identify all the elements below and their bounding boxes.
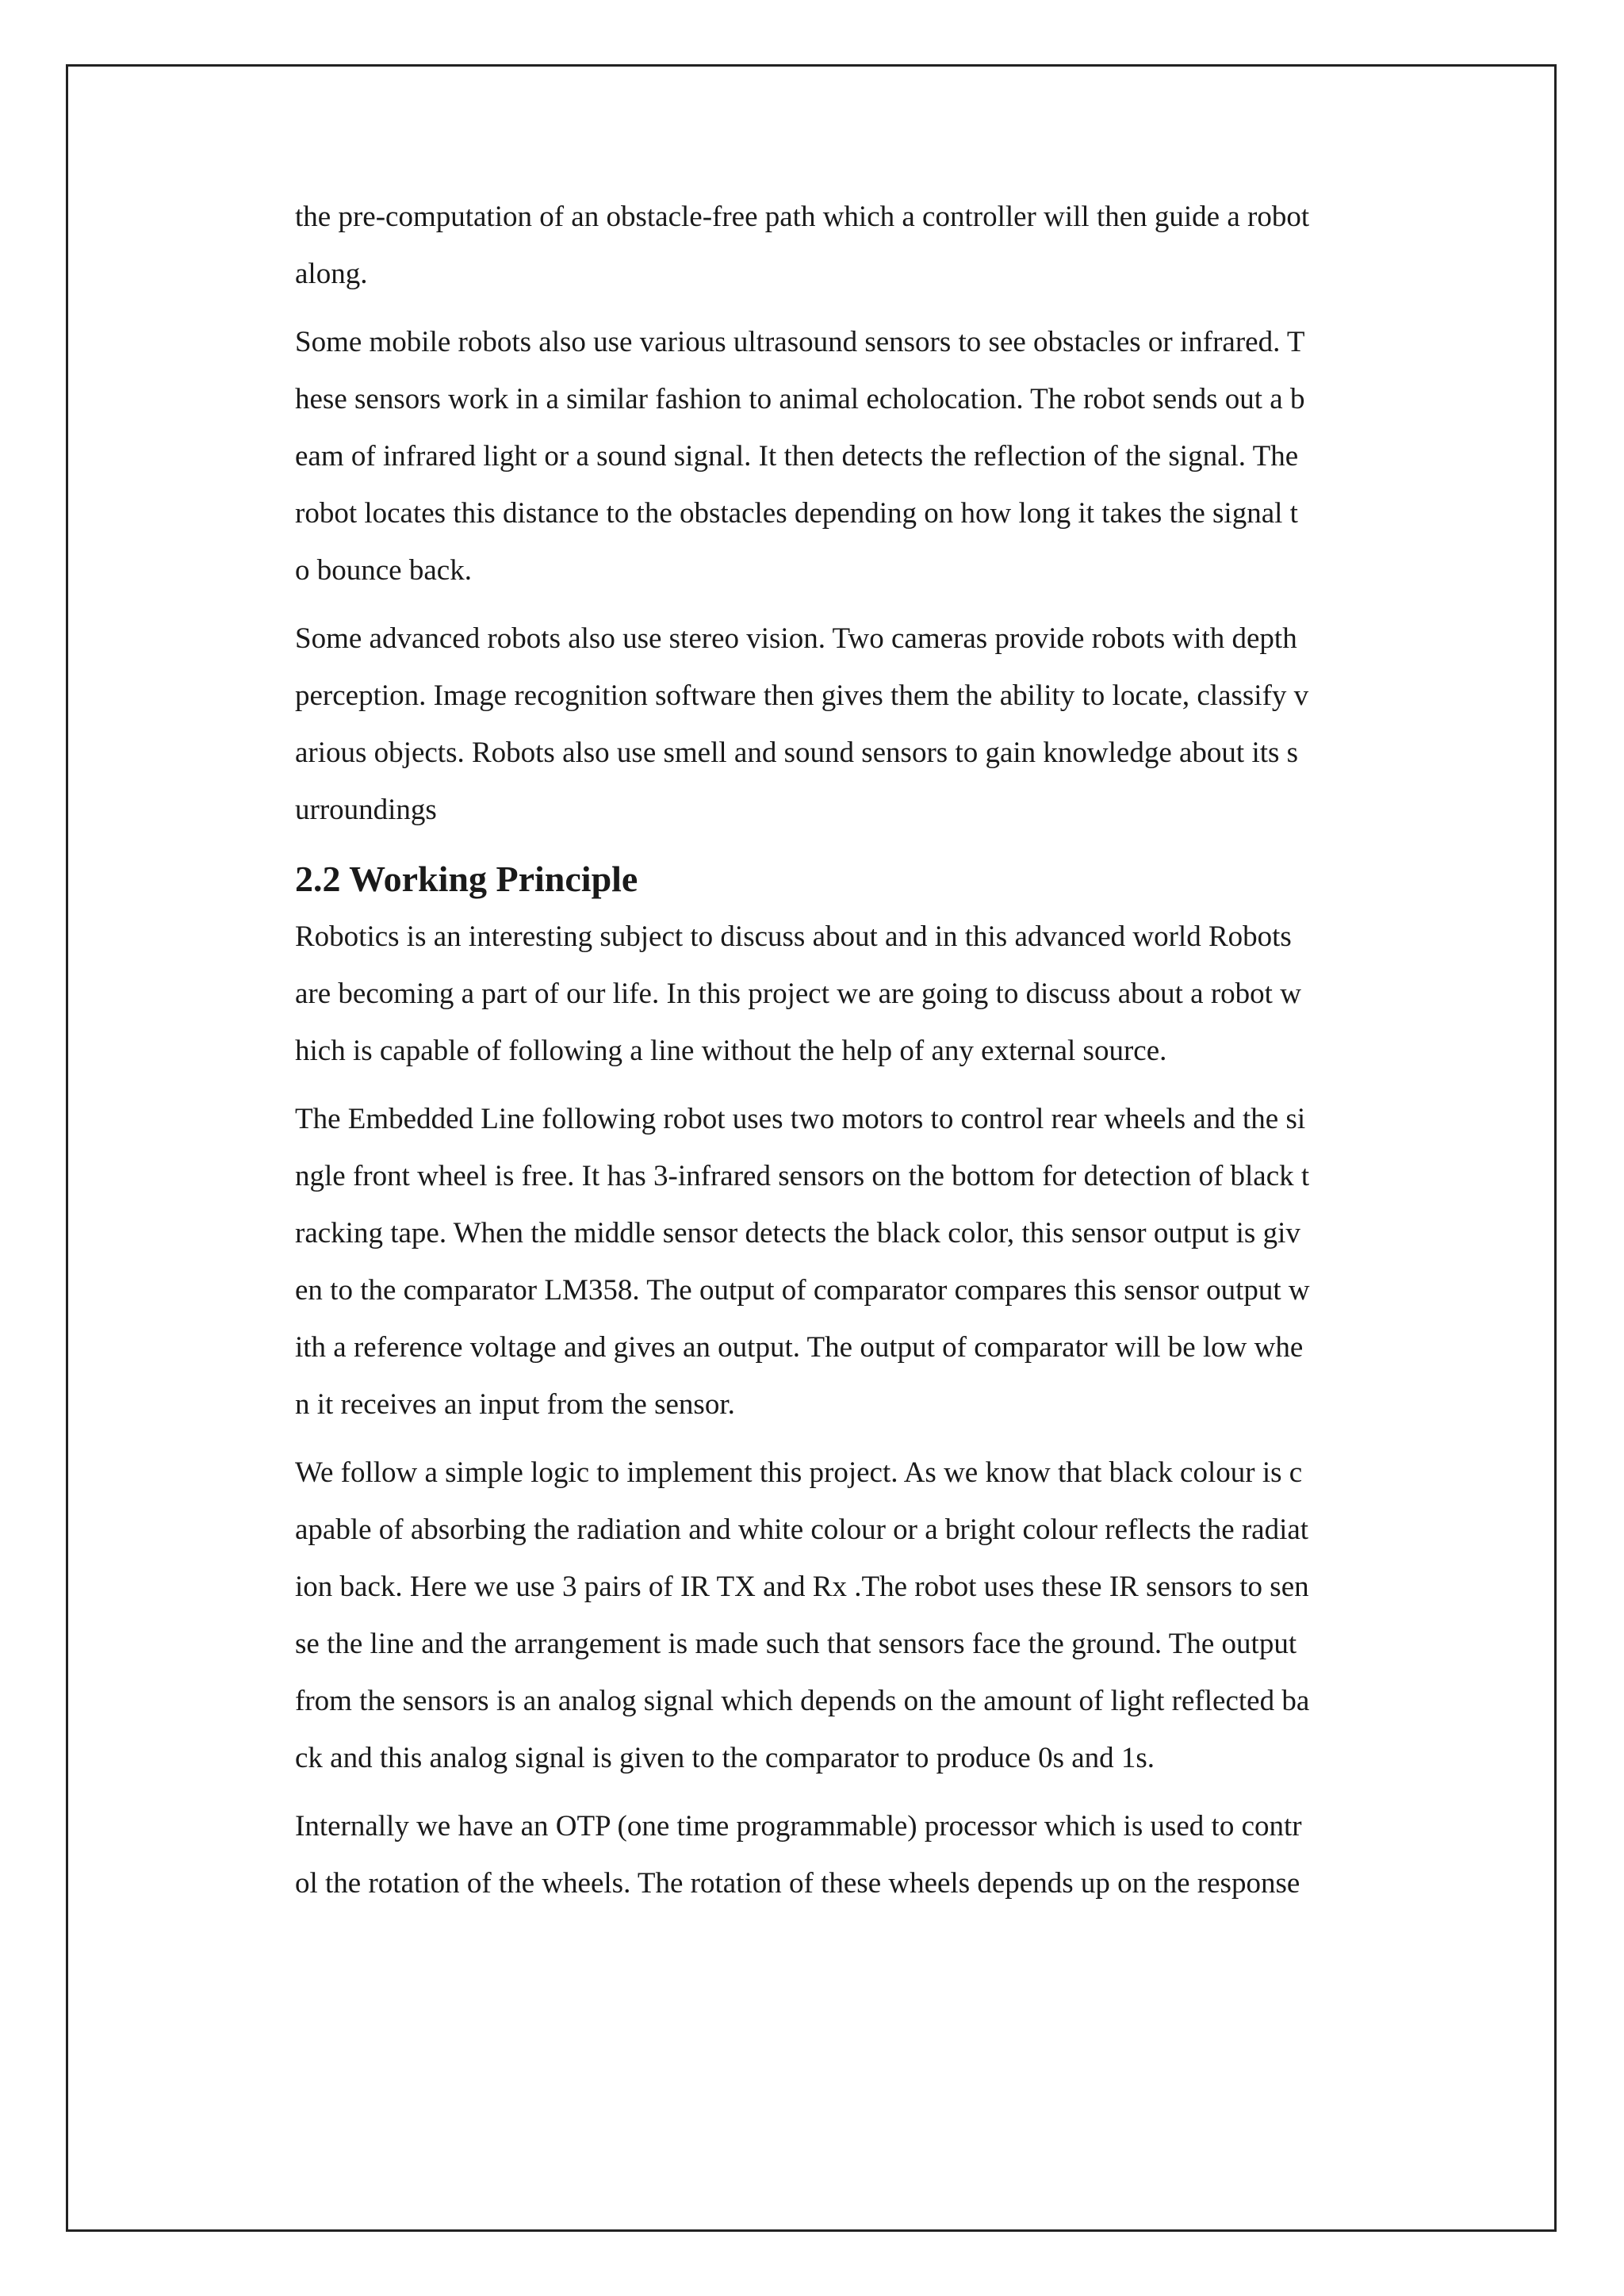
section-heading: 2.2 Working Principle	[295, 859, 638, 899]
text-line: Some mobile robots also use various ultrasound sensors to see obstacles or infrared. T	[295, 326, 1305, 358]
text-line: ol the rotation of the wheels. The rotation of these wheels depends up on the response	[295, 1867, 1300, 1900]
text-line: ck and this analog signal is given to the comparator to produce 0s and 1s.	[295, 1742, 1155, 1774]
text-line: robot locates this distance to the obstacles depending on how long it takes the signal t	[295, 497, 1298, 530]
text-line: se the line and the arrangement is made such that sensors face the ground. The output	[295, 1628, 1297, 1660]
paragraph-robotics-intro	[295, 909, 1437, 1080]
text-line: en to the comparator LM358. The output of comparator compares this sensor output w	[295, 1274, 1310, 1307]
paragraph-simple-logic	[295, 1445, 1437, 1787]
text-line: hich is capable of following a line without the help of any external source.	[295, 1035, 1167, 1067]
text-line: ngle front wheel is free. It has 3-infrared sensors on the bottom for detection of black t	[295, 1160, 1310, 1192]
text-line: We follow a simple logic to implement this project. As we know that black colour is c	[295, 1456, 1303, 1489]
text-line: urroundings	[295, 794, 437, 826]
text-line: perception. Image recognition software then gives them the ability to locate, classify v	[295, 679, 1309, 712]
paragraph-embedded-line-robot	[295, 1091, 1437, 1433]
paragraph-ultrasound-sensors	[295, 314, 1437, 599]
text-line: n it receives an input from the sensor.	[295, 1388, 735, 1421]
text-line: Internally we have an OTP (one time programmable) processor which is used to contr	[295, 1810, 1302, 1843]
text-line: are becoming a part of our life. In this project we are going to discuss about a robot w	[295, 978, 1301, 1010]
paragraph-otp-processor	[295, 1798, 1437, 1912]
text-line: from the sensors is an analog signal which depends on the amount of light reflected ba	[295, 1685, 1310, 1717]
text-line: The Embedded Line following robot uses two motors to control rear wheels and the si	[295, 1103, 1306, 1135]
paragraph-path-planning	[295, 189, 1437, 303]
text-line: racking tape. When the middle sensor detects the black color, this sensor output is giv	[295, 1217, 1300, 1249]
text-line: the pre-computation of an obstacle-free path which a controller will then guide a robot	[295, 201, 1310, 233]
text-line: along.	[295, 258, 368, 290]
document-body	[295, 189, 1437, 1923]
paragraph-stereo-vision	[295, 610, 1437, 839]
text-line: hese sensors work in a similar fashion to animal echolocation. The robot sends out a b	[295, 383, 1305, 415]
text-line: apable of absorbing the radiation and white colour or a bright colour reflects the radiat	[295, 1513, 1309, 1546]
text-line: arious objects. Robots also use smell and sound sensors to gain knowledge about its s	[295, 737, 1299, 769]
text-line: Some advanced robots also use stereo vision. Two cameras provide robots with depth	[295, 622, 1297, 655]
text-line: eam of infrared light or a sound signal. It then detects the reflection of the signal. The	[295, 440, 1299, 473]
text-line: o bounce back.	[295, 554, 472, 587]
text-line: Robotics is an interesting subject to discuss about and in this advanced world Robots	[295, 920, 1292, 953]
text-line: ith a reference voltage and gives an output. The output of comparator will be low whe	[295, 1331, 1304, 1364]
text-line: ion back. Here we use 3 pairs of IR TX and Rx .The robot uses these IR sensors to sen	[295, 1571, 1309, 1603]
